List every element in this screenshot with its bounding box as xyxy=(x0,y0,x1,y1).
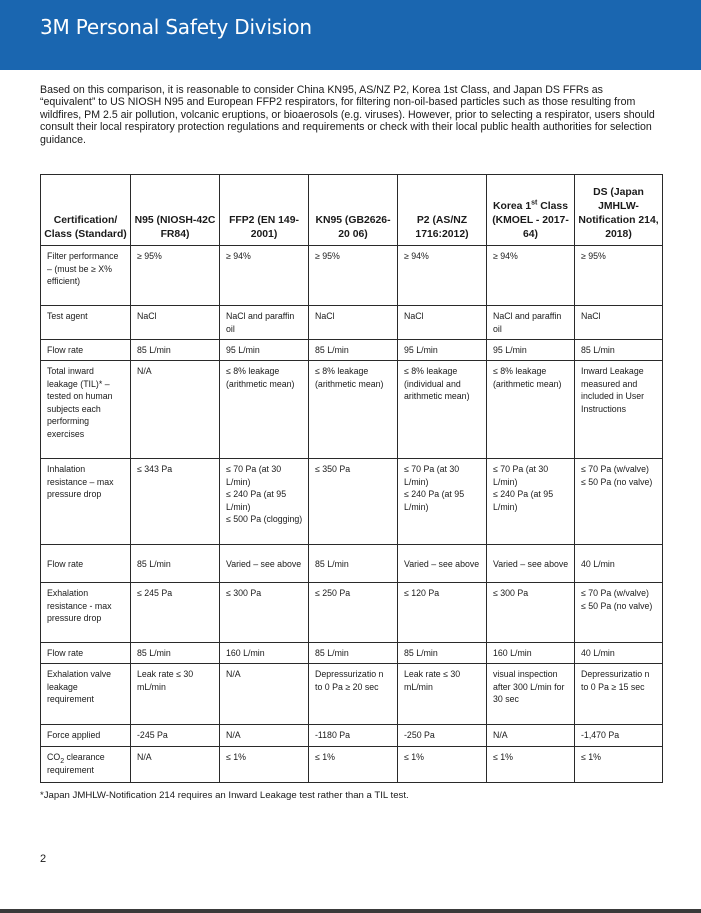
header-korea-sup: st xyxy=(531,199,538,207)
table-cell: 160 L/min xyxy=(220,643,309,664)
table-cell: ≤ 70 Pa (at 30 L/min) ≤ 240 Pa (at 95 L/min) ≤ 500 Pa (clogging) xyxy=(220,459,309,545)
table-row xyxy=(41,643,663,664)
table-cell: -1,470 Pa xyxy=(575,725,663,747)
table-cell: ≤ 1% xyxy=(398,747,487,783)
table-cell: ≤ 1% xyxy=(487,747,575,783)
table-cell: Test agent xyxy=(41,306,131,340)
comparison-table xyxy=(40,174,663,783)
co2-label-pre: CO xyxy=(47,752,61,762)
table-cell: ≤ 300 Pa xyxy=(487,583,575,643)
table-cell: ≤ 120 Pa xyxy=(398,583,487,643)
table-cell: 85 L/min xyxy=(309,643,398,664)
table-cell: N/A xyxy=(131,747,220,783)
header-banner xyxy=(0,0,701,70)
table-row xyxy=(41,747,663,783)
table-cell: visual inspection after 300 L/min for 30 sec xyxy=(487,664,575,725)
header-n95: N95 (NIOSH-42C FR84) xyxy=(131,175,220,246)
table-cell: 40 L/min xyxy=(575,545,663,583)
header-ffp2: FFP2 (EN 149-2001) xyxy=(220,175,309,246)
table-cell: ≥ 95% xyxy=(309,246,398,306)
table-cell: 40 L/min xyxy=(575,643,663,664)
table-cell: ≥ 95% xyxy=(131,246,220,306)
table-cell-co2-label xyxy=(41,747,131,783)
intro-paragraph: Based on this comparison, it is reasonable to consider China KN95, AS/NZ P2, Korea 1st Class, and Japan DS FFRs as “equivalent” to US NIOSH N95 and European FFP2 respirators, for filtering non-oil-based particles such as those resulting from wildfires, PM 2.5 air pollution, volcanic eruptions, or bioaerosols (e.g. viruses). However, prior to selecting a respirator, users should consult their local respiratory protection regulations and requirements or check with their local public health authorities for selection guidance. xyxy=(40,84,655,146)
table-cell: NaCl and paraffin oil xyxy=(487,306,575,340)
header-cert: Certification/ Class (Standard) xyxy=(41,175,131,246)
table-cell: ≤ 1% xyxy=(575,747,663,783)
table-cell: N/A xyxy=(131,361,220,459)
table-row xyxy=(41,583,663,643)
table-cell: Inhalation resistance – max pressure drop xyxy=(41,459,131,545)
table-cell: ≤ 70 Pa (at 30 L/min) ≤ 240 Pa (at 95 L/min) xyxy=(398,459,487,545)
header-p2: P2 (AS/NZ 1716:2012) xyxy=(398,175,487,246)
table-cell: 95 L/min xyxy=(398,340,487,361)
table-cell: ≤ 343 Pa xyxy=(131,459,220,545)
table-cell: ≤ 250 Pa xyxy=(309,583,398,643)
table-cell: ≤ 70 Pa (w/valve) ≤ 50 Pa (no valve) xyxy=(575,459,663,545)
table-row xyxy=(41,725,663,747)
table-cell: 160 L/min xyxy=(487,643,575,664)
table-cell: Filter performance – (must be ≥ X% efficient) xyxy=(41,246,131,306)
table-cell: ≥ 94% xyxy=(398,246,487,306)
header-ds: DS (Japan JMHLW-Notification 214, 2018) xyxy=(575,175,663,246)
table-cell: Varied – see above xyxy=(487,545,575,583)
table-cell: ≥ 95% xyxy=(575,246,663,306)
page-title: 3M Personal Safety Division xyxy=(40,15,312,39)
table-cell: 95 L/min xyxy=(220,340,309,361)
co2-label-sub: 2 xyxy=(60,757,65,765)
table-cell: NaCl and paraffin oil xyxy=(220,306,309,340)
bottom-divider xyxy=(0,909,701,913)
table-row xyxy=(41,246,663,306)
table-cell: N/A xyxy=(220,725,309,747)
table-cell: ≤ 1% xyxy=(309,747,398,783)
table-cell: 85 L/min xyxy=(575,340,663,361)
table-cell: ≤ 300 Pa xyxy=(220,583,309,643)
table-cell: ≥ 94% xyxy=(487,246,575,306)
table-cell: ≤ 1% xyxy=(220,747,309,783)
table-cell: N/A xyxy=(487,725,575,747)
table-cell: ≤ 70 Pa (at 30 L/min) ≤ 240 Pa (at 95 L/min) xyxy=(487,459,575,545)
table-cell: 85 L/min xyxy=(309,545,398,583)
table-cell: 95 L/min xyxy=(487,340,575,361)
page-number: 2 xyxy=(40,853,47,865)
header-korea-pre: Korea 1 xyxy=(493,201,532,212)
footnote: *Japan JMHLW-Notification 214 requires an Inward Leakage test rather than a TIL test. xyxy=(40,790,409,801)
table-cell: ≤ 70 Pa (w/valve) ≤ 50 Pa (no valve) xyxy=(575,583,663,643)
table-cell: ≤ 350 Pa xyxy=(309,459,398,545)
table-cell: -250 Pa xyxy=(398,725,487,747)
table-cell: ≥ 94% xyxy=(220,246,309,306)
table-cell: NaCl xyxy=(575,306,663,340)
table-cell: Exhalation valve leakage requirement xyxy=(41,664,131,725)
table-cell: Force applied xyxy=(41,725,131,747)
table-cell: NaCl xyxy=(131,306,220,340)
table-cell: Total inward leakage (TIL)* – tested on human subjects each performing exercises xyxy=(41,361,131,459)
table-cell: ≤ 8% leakage (individual and arithmetic mean) xyxy=(398,361,487,459)
table-cell: 85 L/min xyxy=(131,643,220,664)
table-row xyxy=(41,306,663,340)
table-row xyxy=(41,340,663,361)
table-cell: Leak rate ≤ 30 mL/min xyxy=(131,664,220,725)
table-cell: -1180 Pa xyxy=(309,725,398,747)
table-cell: Depressurizatio n to 0 Pa ≥ 20 sec xyxy=(309,664,398,725)
table-cell: Varied – see above xyxy=(220,545,309,583)
table-cell: Flow rate xyxy=(41,340,131,361)
header-korea xyxy=(487,175,575,246)
table-row xyxy=(41,545,663,583)
table-cell: 85 L/min xyxy=(131,545,220,583)
table-cell: 85 L/min xyxy=(398,643,487,664)
table-cell: N/A xyxy=(220,664,309,725)
table-cell: ≤ 8% leakage (arithmetic mean) xyxy=(220,361,309,459)
table-cell: Depressurizatio n to 0 Pa ≥ 15 sec xyxy=(575,664,663,725)
table-cell: Flow rate xyxy=(41,545,131,583)
table-header-row xyxy=(41,175,663,246)
table-cell: ≤ 8% leakage (arithmetic mean) xyxy=(487,361,575,459)
table-cell: 85 L/min xyxy=(131,340,220,361)
header-korea-post: Class (KMOEL - 2017-64) xyxy=(492,201,569,240)
header-kn95: KN95 (GB2626-20 06) xyxy=(309,175,398,246)
table-row xyxy=(41,361,663,459)
table-cell: ≤ 245 Pa xyxy=(131,583,220,643)
table-cell: 85 L/min xyxy=(309,340,398,361)
table-cell: ≤ 8% leakage (arithmetic mean) xyxy=(309,361,398,459)
table-row xyxy=(41,664,663,725)
table-cell: -245 Pa xyxy=(131,725,220,747)
table-cell: NaCl xyxy=(309,306,398,340)
table-cell: NaCl xyxy=(398,306,487,340)
table-cell: Leak rate ≤ 30 mL/min xyxy=(398,664,487,725)
table-cell: Varied – see above xyxy=(398,545,487,583)
table-cell: Exhalation resistance - max pressure drop xyxy=(41,583,131,643)
table-row xyxy=(41,459,663,545)
table-cell: Inward Leakage measured and included in User Instructions xyxy=(575,361,663,459)
table-cell: Flow rate xyxy=(41,643,131,664)
co2-label-post: clearance requirement xyxy=(47,752,105,775)
